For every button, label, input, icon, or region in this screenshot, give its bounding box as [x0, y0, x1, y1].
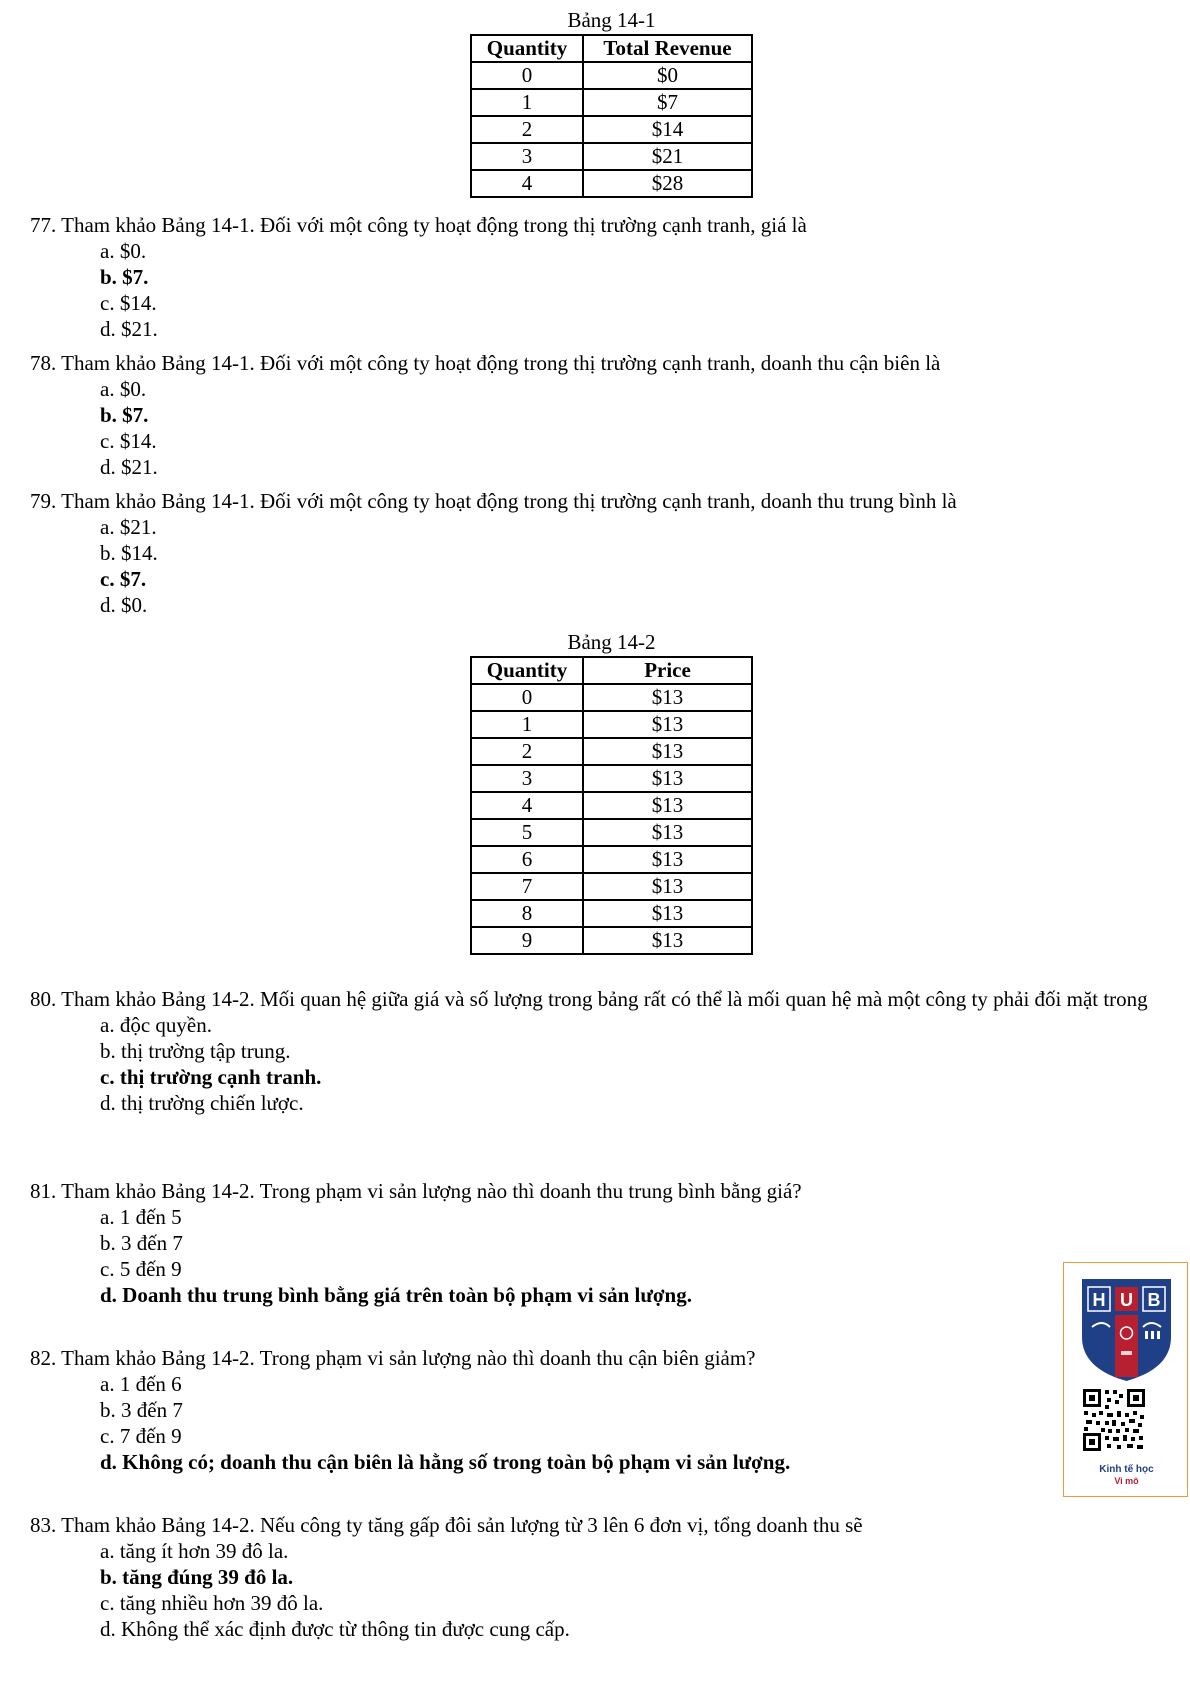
table-row [471, 62, 752, 89]
hub-logo-badge [1063, 1262, 1188, 1497]
table-row [471, 927, 752, 954]
table-row [471, 819, 752, 846]
question-83 [30, 1512, 863, 1642]
table1-caption: Bảng 14-1 [567, 8, 656, 32]
question-stem: 82. Tham khảo Bảng 14-2. Trong phạm vi sản lượng nào thì doanh thu cận biên giảm? [30, 1346, 756, 1370]
table-row [471, 792, 752, 819]
table1 [470, 34, 753, 198]
option-c-correct: c. $7. [100, 567, 147, 591]
table-row [471, 900, 752, 927]
option-d: d. $21. [100, 317, 158, 341]
option-d-correct: d. Không có; doanh thu cận biên là hằng số trong toàn bộ phạm vi sản lượng. [100, 1450, 791, 1474]
option-c: c. tăng nhiều hơn 39 đô la. [100, 1591, 324, 1615]
option-a: a. $0. [100, 377, 147, 401]
logo-letter-h: H [1092, 1290, 1106, 1310]
logo-letter-u: U [1120, 1290, 1133, 1310]
option-a: a. 1 đến 5 [100, 1205, 182, 1229]
logo-letter-b: B [1147, 1290, 1161, 1310]
total-revenue-cell: $21 [583, 143, 752, 170]
logo-caption-line1: Kinh tế học [1099, 1464, 1154, 1475]
price-cell: $13 [583, 765, 752, 792]
question-stem: 78. Tham khảo Bảng 14-1. Đối với một công ty hoạt động trong thị trường cạnh tranh, doanh thu cận biên là [30, 351, 941, 375]
question-stem: 77. Tham khảo Bảng 14-1. Đối với một công ty hoạt động trong thị trường cạnh tranh, giá là [30, 213, 807, 237]
quantity-cell: 9 [471, 927, 583, 954]
price-cell: $13 [583, 792, 752, 819]
hub-shield-logo-icon [1078, 1275, 1175, 1383]
quantity-cell: 7 [471, 873, 583, 900]
table-row [471, 738, 752, 765]
total-revenue-cell: $7 [583, 89, 752, 116]
option-b-correct: b. tăng đúng 39 đô la. [100, 1565, 294, 1589]
quantity-cell: 8 [471, 900, 583, 927]
price-cell: $13 [583, 900, 752, 927]
table2-header-row [471, 657, 752, 684]
option-d: d. $0. [100, 593, 148, 617]
price-cell: $13 [583, 846, 752, 873]
question-78 [30, 350, 940, 480]
table-row [471, 684, 752, 711]
total-revenue-cell: $14 [583, 116, 752, 143]
question-stem: 80. Tham khảo Bảng 14-2. Mối quan hệ giữa giá và số lượng trong bảng rất có thể là mối quan hệ mà một công ty phải đối mặt trong [30, 987, 1148, 1011]
qr-code-icon[interactable] [1081, 1387, 1147, 1453]
table1-header-total-revenue: Total Revenue [583, 35, 752, 62]
question-82 [30, 1345, 790, 1475]
table-row [471, 116, 752, 143]
total-revenue-cell: $0 [583, 62, 752, 89]
question-80 [30, 986, 1180, 1116]
option-c: c. 5 đến 9 [100, 1257, 182, 1281]
price-cell: $13 [583, 711, 752, 738]
option-a: a. 1 đến 6 [100, 1372, 182, 1396]
quantity-cell: 6 [471, 846, 583, 873]
table2 [470, 656, 753, 955]
quantity-cell: 1 [471, 711, 583, 738]
table-row [471, 873, 752, 900]
price-cell: $13 [583, 927, 752, 954]
table-row [471, 711, 752, 738]
option-b: b. $14. [100, 541, 158, 565]
option-b: b. 3 đến 7 [100, 1231, 183, 1255]
quantity-cell: 0 [471, 684, 583, 711]
option-a: a. $0. [100, 239, 147, 263]
question-81 [30, 1178, 802, 1308]
table2-header-quantity: Quantity [471, 657, 583, 684]
option-b: b. 3 đến 7 [100, 1398, 183, 1422]
quantity-cell: 1 [471, 89, 583, 116]
quantity-cell: 2 [471, 116, 583, 143]
table-row [471, 143, 752, 170]
price-cell: $13 [583, 819, 752, 846]
total-revenue-cell: $28 [583, 170, 752, 197]
quantity-cell: 4 [471, 170, 583, 197]
quantity-cell: 3 [471, 143, 583, 170]
table-row [471, 765, 752, 792]
option-c-correct: c. thị trường cạnh tranh. [100, 1065, 322, 1089]
logo-caption-line2: Vi mô [1114, 1476, 1139, 1486]
question-stem: 79. Tham khảo Bảng 14-1. Đối với một công ty hoạt động trong thị trường cạnh tranh, doanh thu trung bình là [30, 489, 957, 513]
question-stem: 83. Tham khảo Bảng 14-2. Nếu công ty tăng gấp đôi sản lượng từ 3 lên 6 đơn vị, tổng doanh thu sẽ [30, 1513, 863, 1537]
option-d: d. thị trường chiến lược. [100, 1091, 304, 1115]
table2-caption: Bảng 14-2 [567, 630, 656, 654]
option-a: a. tăng ít hơn 39 đô la. [100, 1539, 289, 1563]
table-row [471, 89, 752, 116]
quantity-cell: 3 [471, 765, 583, 792]
quantity-cell: 2 [471, 738, 583, 765]
option-d-correct: d. Doanh thu trung bình bằng giá trên toàn bộ phạm vi sản lượng. [100, 1283, 692, 1307]
quantity-cell: 4 [471, 792, 583, 819]
question-stem: 81. Tham khảo Bảng 14-2. Trong phạm vi sản lượng nào thì doanh thu trung bình bằng giá? [30, 1179, 802, 1203]
price-cell: $13 [583, 684, 752, 711]
option-c: c. 7 đến 9 [100, 1424, 182, 1448]
price-cell: $13 [583, 873, 752, 900]
option-c: c. $14. [100, 429, 157, 453]
table1-header-quantity: Quantity [471, 35, 583, 62]
option-b-correct: b. $7. [100, 403, 149, 427]
question-79 [30, 488, 957, 618]
table-row [471, 846, 752, 873]
option-a: a. $21. [100, 515, 157, 539]
option-d: d. $21. [100, 455, 158, 479]
quantity-cell: 5 [471, 819, 583, 846]
table-row [471, 170, 752, 197]
option-b: b. thị trường tập trung. [100, 1039, 291, 1063]
option-c: c. $14. [100, 291, 157, 315]
table1-header-row [471, 35, 752, 62]
price-cell: $13 [583, 738, 752, 765]
question-77 [30, 212, 807, 342]
quantity-cell: 0 [471, 62, 583, 89]
table2-header-price: Price [583, 657, 752, 684]
option-a: a. độc quyền. [100, 1013, 212, 1037]
option-d: d. Không thể xác định được từ thông tin được cung cấp. [100, 1617, 570, 1641]
option-b-correct: b. $7. [100, 265, 149, 289]
